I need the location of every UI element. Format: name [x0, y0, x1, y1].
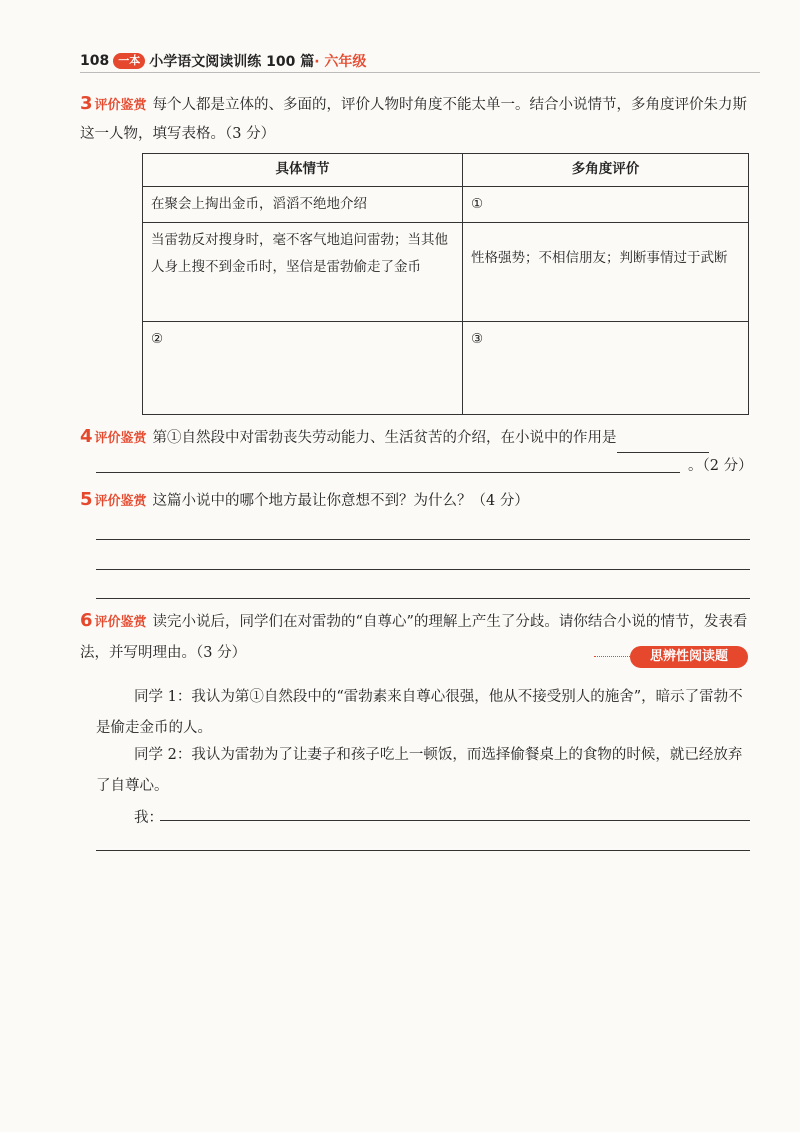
- my-answer-label: 我：: [134, 810, 163, 826]
- question-tag: 评价鉴赏: [94, 431, 147, 446]
- book-title: 小学语文阅读训练 100 篇: [149, 54, 315, 70]
- table-row: [143, 187, 749, 223]
- page-number: 108: [80, 53, 110, 69]
- table-cell: 当雷勃反对搜身时，毫不客气地追问雷勃；当其他人身上搜不到金币时，坚信是雷勃偷走了金币: [143, 223, 463, 322]
- question-number: 3: [80, 93, 93, 114]
- grade-label: · 六年级: [314, 54, 367, 70]
- question-tag: 评价鉴赏: [94, 494, 147, 509]
- answer-line[interactable]: [96, 598, 750, 599]
- table-row: [143, 322, 749, 415]
- question-4: [80, 423, 752, 453]
- badge-decoration: [594, 656, 632, 657]
- answer-blank[interactable]: [617, 434, 709, 453]
- answer-line[interactable]: [96, 539, 750, 540]
- question-text: 这篇小说中的哪个地方最让你意想不到？为什么？（4 分）: [152, 493, 529, 509]
- answer-line[interactable]: [96, 850, 750, 851]
- question-text: 第①自然段中对雷勃丧失劳动能力、生活贫苦的介绍，在小说中的作用是: [152, 430, 617, 446]
- question-3: [80, 90, 752, 148]
- answer-blank-1[interactable]: ①: [463, 187, 749, 223]
- answer-blank-3[interactable]: ③: [463, 322, 749, 415]
- table-header-cell: 多角度评价: [463, 154, 749, 187]
- table-header-row: [143, 154, 749, 187]
- thinking-badge: 思辨性阅读题: [630, 646, 748, 668]
- page-header: [80, 50, 760, 72]
- table-row: [143, 223, 749, 322]
- question-number: 6: [80, 610, 93, 631]
- table-cell: 性格强势；不相信朋友；判断事情过于武断: [463, 223, 749, 322]
- evaluation-table: [142, 153, 749, 415]
- question-5: [80, 486, 752, 516]
- answer-line[interactable]: [96, 569, 750, 570]
- question-text: 读完小说后，同学们在对雷勃的“自尊心”的理解上产生了分歧。请你结合小说的情节，发表看法，并写明理由。（3 分）: [80, 614, 748, 661]
- student-2-opinion: 同学 2：我认为雷勃为了让妻子和孩子吃上一顿饭，而选择偷餐桌上的食物的时候，就已经放弃了自尊心。: [96, 747, 743, 794]
- question-number: 4: [80, 426, 93, 447]
- brand-logo: 一本: [113, 53, 145, 69]
- student-1-opinion: 同学 1：我认为第①自然段中的“雷勃素来自尊心很强，他从不接受别人的施舍”，暗示了雷勃不是偷走金币的人。: [96, 689, 743, 736]
- question-tag: 评价鉴赏: [94, 615, 147, 630]
- question-4-end: 。（2 分）: [688, 458, 753, 474]
- answer-blank-2[interactable]: ②: [143, 322, 463, 415]
- table-cell: 在聚会上掏出金币，滔滔不绝地介绍: [143, 187, 463, 223]
- header-divider: [80, 72, 760, 73]
- table-header-cell: 具体情节: [143, 154, 463, 187]
- question-tag: 评价鉴赏: [94, 98, 147, 113]
- question-number: 5: [80, 489, 93, 510]
- answer-line[interactable]: [160, 820, 750, 821]
- question-text: 每个人都是立体的、多面的，评价人物时角度不能太单一。结合小说情节，多角度评价朱力斯这一人物，填写表格。（3 分）: [80, 97, 748, 142]
- answer-line[interactable]: [96, 472, 680, 473]
